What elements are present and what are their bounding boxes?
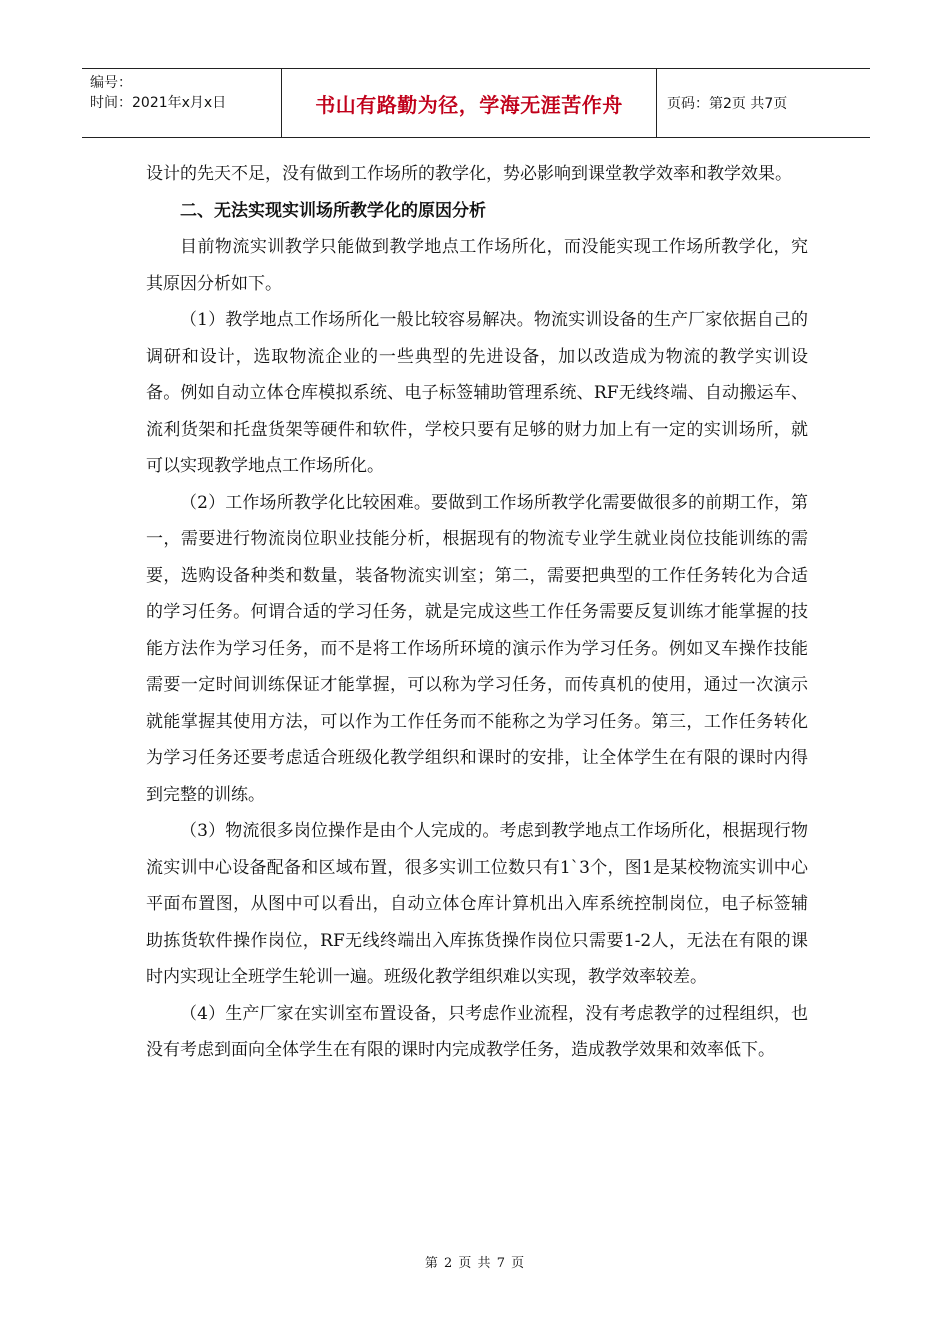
section-heading: 二、无法实现实训场所教学化的原因分析 xyxy=(180,200,486,221)
page-header xyxy=(82,68,870,138)
header-motto: 书山有路勤为径，学海无涯苦作舟 xyxy=(282,69,657,137)
paragraph-item-1: （1）教学地点工作场所化一般比较容易解决。物流实训设备的生产厂家依据自己的调研和设计，选取物流企业的一些典型的先进设备，加以改造成为物流的教学实训设备。例如自动立体仓库模拟系统、电子标签辅助管理系统、RF无线终端、自动搬运车、流利货架和托盘货架等硬件和软件，学校只要有足够的财力加上有一定的实训场所，就可以实现教学地点工作场所化。 xyxy=(146,310,808,476)
document-body xyxy=(146,156,808,1069)
header-page-info: 页码：第2页 共7页 xyxy=(667,96,788,112)
paragraph-intro: 目前物流实训教学只能做到教学地点工作场所化，而没能实现工作场所教学化，究其原因分析如下。 xyxy=(146,237,808,294)
page-footer: 第 2 页 共 7 页 xyxy=(424,1256,526,1271)
paragraph-continued: 设计的先天不足，没有做到工作场所的教学化，势必影响到课堂教学效率和教学效果。 xyxy=(146,164,792,184)
paragraph-item-4: （4）生产厂家在实训室布置设备，只考虑作业流程，没有考虑教学的过程组织，也没有考虑到面向全体学生在有限的课时内完成教学任务，造成教学效果和效率低下。 xyxy=(146,1003,808,1060)
header-meta xyxy=(82,69,282,137)
time-label: 时间：2021年x月x日 xyxy=(90,95,227,111)
paragraph-item-3: （3）物流很多岗位操作是由个人完成的。考虑到教学地点工作场所化，根据现行物流实训中心设备配备和区域布置，很多实训工位数只有1`3个，图1是某校物流实训中心平面布置图，从图中可以看出，自动立体仓库计算机出入库系统控制岗位，电子标签辅助拣货软件操作岗位，RF无线终端出入库拣货操作岗位只需要1-2人，无法在有限的课时内实现让全班学生轮训一遍。班级化教学组织难以实现，教学效率较差。 xyxy=(146,821,808,987)
paragraph-item-2: （2）工作场所教学化比较困难。要做到工作场所教学化需要做很多的前期工作，第一，需要进行物流岗位职业技能分析，根据现有的物流专业学生就业岗位技能训练的需要，选购设备种类和数量，装备物流实训室；第二，需要把典型的工作任务转化为合适的学习任务。何谓合适的学习任务，就是完成这些工作任务需要反复训练才能掌握的技能方法作为学习任务，而不是将工作场所环境的演示作为学习任务。例如叉车操作技能需要一定时间训练保证才能掌握，可以称为学习任务，而传真机的使用，通过一次演示就能掌握其使用方法，可以作为工作任务而不能称之为学习任务。第三，工作任务转化为学习任务还要考虑适合班级化教学组织和课时的安排，让全体学生在有限的课时内得到完整的训练。 xyxy=(146,492,808,805)
number-label: 编号： xyxy=(90,75,132,91)
